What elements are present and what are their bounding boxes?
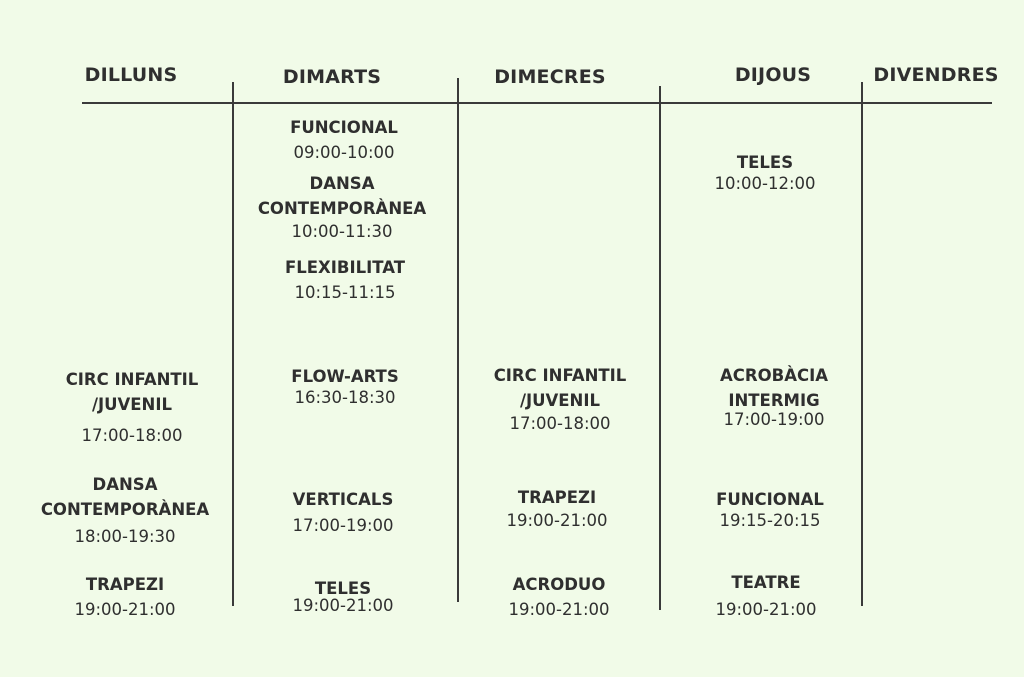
- class-entry: [291, 364, 398, 409]
- class-entry: [258, 171, 426, 243]
- day-header-divendres: DIVENDRES: [873, 64, 999, 86]
- class-time: 17:00-19:00: [292, 516, 394, 535]
- header-divider: [82, 102, 992, 104]
- class-name: TEATRE: [731, 573, 801, 592]
- class-entry: [494, 363, 627, 435]
- class-name: ACRODUO: [512, 575, 606, 594]
- day-header-dimarts: DIMARTS: [282, 66, 382, 88]
- class-name: CIRC INFANTIL /JUVENIL: [65, 370, 199, 414]
- class-time: 19:00-21:00: [292, 596, 394, 615]
- class-entry: [720, 363, 828, 431]
- class-entry: [506, 485, 607, 532]
- class-time: 09:00-10:00: [293, 143, 395, 162]
- class-time: 17:00-18:00: [81, 426, 183, 445]
- class-time: 19:00-21:00: [506, 511, 608, 530]
- class-time: 19:00-21:00: [508, 600, 610, 619]
- day-header-dilluns: DILLUNS: [84, 64, 178, 86]
- class-time: 16:30-18:30: [294, 388, 396, 407]
- class-name: DANSA CONTEMPORÀNEA: [257, 174, 427, 218]
- class-entry: [285, 255, 405, 304]
- class-name: FLOW-ARTS: [291, 367, 399, 386]
- class-name: TRAPEZI: [517, 488, 597, 507]
- class-entry: [74, 572, 175, 621]
- day-header-dijous: DIJOUS: [734, 64, 812, 86]
- class-entry: [714, 150, 815, 195]
- class-name: ACROBÀCIA INTERMIG: [720, 366, 828, 410]
- class-entry: [66, 367, 199, 447]
- class-time: 18:00-19:30: [74, 527, 176, 546]
- class-time: 17:00-18:00: [509, 414, 611, 433]
- class-time: 19:15-20:15: [719, 511, 821, 530]
- class-time: 10:00-12:00: [714, 174, 816, 193]
- class-name: TELES: [736, 153, 794, 172]
- class-name: VERTICALS: [292, 490, 394, 509]
- column-divider-3: [659, 86, 661, 610]
- class-entry: [292, 576, 393, 617]
- class-name: FUNCIONAL: [290, 118, 398, 137]
- class-entry: [715, 570, 816, 621]
- day-header-dimecres: DIMECRES: [494, 66, 606, 88]
- column-divider-1: [232, 82, 234, 606]
- class-time: 10:15-11:15: [294, 283, 396, 302]
- class-entry: [292, 487, 393, 537]
- class-entry: [41, 472, 209, 548]
- class-entry: [290, 115, 398, 164]
- class-entry: [508, 572, 609, 621]
- column-divider-2: [457, 78, 459, 602]
- class-name: DANSA CONTEMPORÀNEA: [40, 475, 210, 519]
- class-name: TELES: [314, 579, 372, 598]
- class-name: CIRC INFANTIL /JUVENIL: [493, 366, 627, 410]
- class-time: 17:00-19:00: [723, 410, 825, 429]
- class-name: FUNCIONAL: [716, 490, 824, 509]
- class-time: 10:00-11:30: [291, 222, 393, 241]
- class-name: TRAPEZI: [85, 575, 165, 594]
- class-time: 19:00-21:00: [715, 600, 817, 619]
- column-divider-4: [861, 82, 863, 606]
- class-time: 19:00-21:00: [74, 600, 176, 619]
- class-entry: [716, 487, 824, 532]
- class-name: FLEXIBILITAT: [284, 258, 406, 277]
